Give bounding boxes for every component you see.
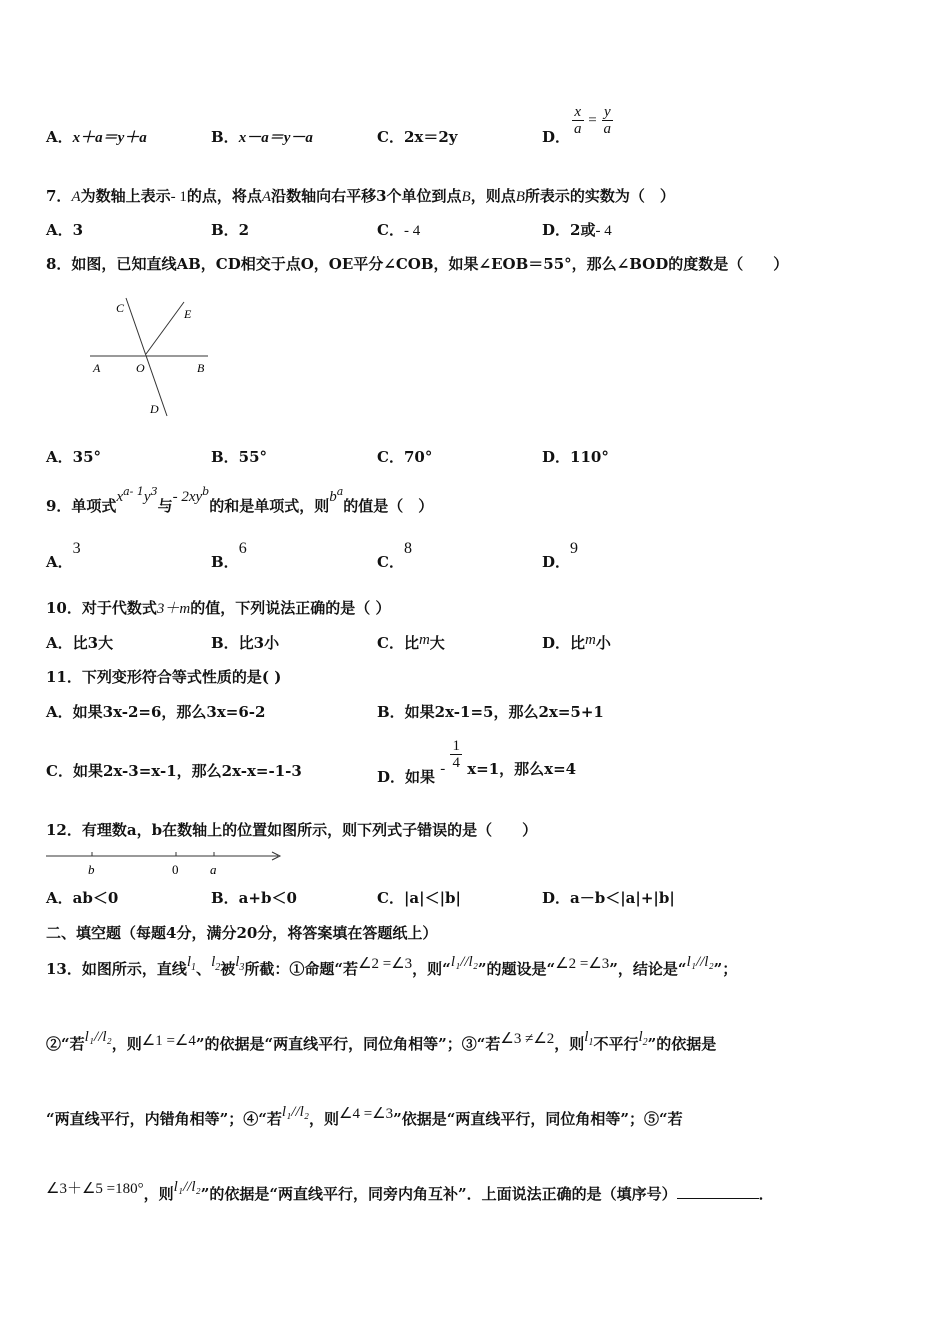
- q13-line-3: “两直线平行，内错角相等”；④“若l₁//l₂，则∠4 =∠3”依据是“两直线平行，同位角相等”；⑤“若: [46, 1104, 683, 1128]
- q11-option-c: C．如果2x-3=x-1，那么2x-x=-1-3: [46, 762, 302, 780]
- q7-option-a: A．3: [46, 221, 84, 239]
- q10-option-a: A．比3大: [46, 634, 114, 652]
- q7-option-c: C．- 4: [377, 221, 421, 239]
- label-e: E: [184, 307, 192, 321]
- q10-option-c: C．比m大: [377, 632, 445, 652]
- label-a: A: [93, 361, 101, 375]
- q9-stem: 9．单项式$x^{a- 1}y^3$与- $2xy^b$的和是单项式，则$b^a$的值是（ ）: [46, 485, 434, 515]
- label-d: D: [150, 402, 159, 416]
- q10-option-b: B．比3小: [211, 634, 280, 652]
- q9-option-b: B．6: [211, 540, 247, 571]
- q10-stem: 10．对于代数式3＋m的值，下列说法正确的是（ ）: [46, 599, 391, 617]
- axis-label-0: 0: [172, 862, 179, 877]
- q6-option-a: A．x＋a＝y＋a: [46, 128, 147, 146]
- q8-option-a: A．35°: [46, 448, 102, 466]
- q8-option-b: B．55°: [211, 448, 268, 466]
- q13-line-4: ∠3＋∠5 =180°，则l₁//l₂”的依据是“两直线平行，同旁内角互补”．上面说法正确的是（填序号） ．: [46, 1179, 774, 1203]
- q8-figure: [84, 290, 214, 420]
- q6-option-d-formula: $\frac{x}{a}$ = $\frac{y}{a}$: [574, 104, 612, 137]
- label-b: B: [197, 361, 205, 375]
- q12-option-d: D．a－b＜|a|+|b|: [542, 889, 675, 907]
- q12-option-c: C．|a|＜|b|: [377, 889, 461, 907]
- q13-line-1: 13．如图所示，直线$l_1$、$l_2$被$l_3$所截：①命题“若∠2 =∠3，则“l₁//l₂”的题设是“∠2 =∠3”，结论是“l₁//l₂”；: [46, 954, 738, 978]
- q9-option-c: C．8: [377, 540, 412, 571]
- axis-label-a: a: [210, 862, 217, 877]
- q6-option-b: B．x－a＝y－a: [211, 128, 313, 146]
- q13-line-2: ②“若l₁//l₂，则∠1 =∠4”的依据是“两直线平行，同位角相等”；③“若∠3 ≠∠2，则$l_1$不平行$l_2$”的依据是: [46, 1029, 717, 1053]
- line-cd: [126, 298, 167, 416]
- q6-option-c: C．2x＝2y: [377, 128, 458, 146]
- q7-option-b: B．2: [211, 221, 250, 239]
- q11-option-b: B．如果2x-1=5，那么2x=5+1: [377, 703, 604, 721]
- q9-option-a: A．3: [46, 540, 81, 571]
- q8-stem: 8．如图，已知直线AB，CD相交于点O，OE平分∠COB，如果∠EOB＝55°，那么∠BOD的度数是（ ）: [46, 255, 789, 273]
- label-o: O: [136, 361, 145, 375]
- q9-option-d: D．9: [542, 540, 579, 571]
- q11-stem: 11．下列变形符合等式性质的是( ): [46, 668, 282, 686]
- q8-option-c: C．70°: [377, 448, 433, 466]
- axis-label-b: b: [88, 862, 95, 877]
- q11-option-d: D．如果 - $\frac{1}{4}$ x=1，那么x=4: [377, 738, 577, 786]
- ray-oe: [146, 302, 184, 354]
- q7-option-d: D．2或- 4: [542, 221, 612, 239]
- q12-number-line: [40, 846, 290, 878]
- q6-option-d: D．: [542, 128, 571, 146]
- section-2-title: 二、填空题（每题4分，满分20分，将答案填在答题纸上）: [46, 924, 438, 942]
- q13-answer-blank[interactable]: [677, 1184, 759, 1199]
- q10-option-d: D．比m小: [542, 632, 611, 652]
- q12-option-a: A．ab＜0: [46, 889, 119, 907]
- q11-option-a: A．如果3x-2=6，那么3x=6-2: [46, 703, 266, 721]
- q12-stem: 12．有理数a，b在数轴上的位置如图所示，则下列式子错误的是（ ）: [46, 821, 538, 839]
- q8-option-d: D．110°: [542, 448, 609, 466]
- q7-stem: 7．A为数轴上表示- 1的点，将点A沿数轴向右平移3个单位到点B，则点B所表示的实数为（ ）: [46, 187, 675, 205]
- q12-option-b: B．a+b＜0: [211, 889, 297, 907]
- label-c: C: [116, 301, 125, 315]
